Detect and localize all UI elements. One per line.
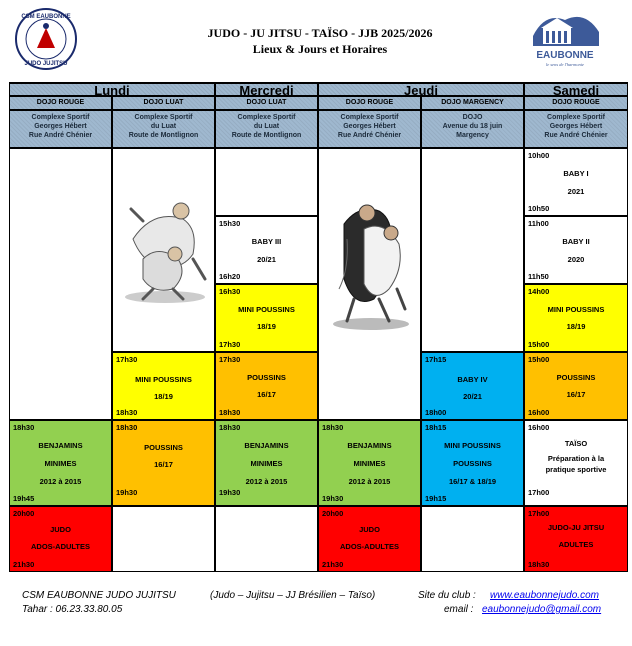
slot-label: 16/17 & 18/19 — [448, 477, 497, 486]
slot-end: 18h30 — [219, 408, 241, 417]
slot-label: 20/21 — [257, 255, 276, 264]
address-line: du Luat — [150, 123, 177, 130]
slot-label: MINIMES — [353, 459, 386, 468]
slot-label: 16/17 — [154, 460, 173, 469]
slot-label: BABY II — [562, 237, 590, 246]
club-logo — [15, 8, 77, 70]
slot-start: 17h00 — [528, 509, 550, 518]
site-link[interactable]: www.eaubonnejudo.com — [490, 590, 599, 601]
slot-start: 17h15 — [425, 355, 447, 364]
slot-start: 18h30 — [322, 423, 344, 432]
day-header-lundi: Lundi — [9, 82, 215, 96]
slot-label: BENJAMINS — [244, 441, 289, 450]
slot-start: 15h00 — [528, 355, 550, 364]
slot-benjamins-minimes — [215, 420, 318, 506]
slot-end: 16h00 — [528, 408, 550, 417]
slot-start: 18h15 — [425, 423, 447, 432]
slot-label: POUSSINS — [453, 459, 492, 468]
slot-label: ADOS-ADULTES — [339, 542, 400, 551]
slot-start: 18h30 — [116, 423, 138, 432]
club-disciplines: (Judo – Jujitsu – JJ Brésilien – Taïso) — [210, 590, 376, 601]
slot-poussins — [524, 352, 628, 420]
slot-label: MINIMES — [44, 459, 77, 468]
slot-label: 18/19 — [154, 392, 173, 401]
page-subtitle: Lieux & Jours et Horaires — [252, 42, 388, 56]
slot-end: 19h30 — [219, 488, 241, 497]
slot-mini-poussins — [524, 284, 628, 352]
address-line: Georges Hébert — [549, 123, 603, 130]
slot-label: JUDO — [50, 525, 71, 534]
slot-end: 19h30 — [116, 488, 138, 497]
address-line: Route de Montlignon — [128, 132, 199, 139]
slot-mini-poussins — [112, 352, 215, 420]
slot-label: MINI POUSSINS — [238, 305, 295, 314]
contact-phone: Tahar : 06.23.33.80.05 — [22, 604, 123, 615]
club-name: CSM EAUBONNE JUDO JUJITSU — [22, 590, 176, 601]
slot-end: 17h00 — [528, 488, 550, 497]
email-label: email : — [444, 604, 474, 615]
slot-label: BENJAMINS — [38, 441, 83, 450]
slot-label: MINI POUSSINS — [444, 441, 501, 450]
slot-baby-4 — [421, 352, 524, 420]
slot-mini-poussins — [215, 284, 318, 352]
slot-label: 20/21 — [463, 392, 482, 401]
slot-start: 20h00 — [322, 509, 344, 518]
slot-label: ADULTES — [558, 540, 594, 549]
judo-grapple-illustration — [319, 149, 420, 419]
slot-start: 18h30 — [13, 423, 35, 432]
dojo-label: DOJO ROUGE — [524, 96, 628, 110]
slot-start: 10h00 — [528, 151, 550, 160]
slot-judo-jujitsu-adultes — [524, 506, 628, 572]
slot-end: 11h50 — [528, 272, 549, 281]
slot-end: 19h15 — [425, 494, 447, 503]
slot-label: MINIMES — [250, 459, 283, 468]
slot-label: TAÏSO — [564, 439, 588, 448]
slot-label: BENJAMINS — [347, 441, 392, 450]
address-line: Avenue du 18 juin — [442, 123, 503, 130]
slot-label: 2012 à 2015 — [245, 477, 288, 486]
address-line: Complexe Sportif — [547, 114, 605, 121]
slot-label: 2012 à 2015 — [348, 477, 391, 486]
slot-end: 18h30 — [116, 408, 138, 417]
judo-throw-illustration — [113, 149, 214, 351]
city-logo-name: EAUBONNE — [536, 50, 594, 61]
slot-baby-1 — [524, 148, 628, 216]
slot-label: MINI POUSSINS — [547, 305, 605, 314]
slot-label: 18/19 — [566, 322, 586, 331]
slot-end: 18h00 — [425, 408, 447, 417]
slot-start: 17h30 — [219, 355, 241, 364]
dojo-label: DOJO ROUGE — [318, 96, 421, 110]
empty-cell — [421, 148, 524, 352]
slot-baby-3 — [215, 216, 318, 284]
address-line: du Luat — [253, 123, 280, 130]
slot-end: 16h20 — [219, 272, 241, 281]
address-line: Rue André Chénier — [544, 132, 608, 139]
address-cell — [421, 110, 524, 148]
address-line: Georges Hébert — [34, 123, 87, 130]
slot-label: 16/17 — [257, 390, 276, 399]
slot-end: 15h00 — [528, 340, 550, 349]
empty-cell — [112, 506, 215, 572]
page-title: JUDO - JU JITSU - TAÏSO - JJB 2025/2026 — [207, 26, 433, 40]
slot-baby-2 — [524, 216, 628, 284]
slot-label: MINI POUSSINS — [135, 375, 192, 384]
slot-label: JUDO-JU JITSU — [547, 523, 605, 532]
address-line: Complexe Sportif — [31, 114, 90, 121]
slot-start: 20h00 — [13, 509, 35, 518]
address-line: Route de Montlignon — [231, 132, 302, 139]
slot-start: 11h00 — [528, 219, 549, 228]
dojo-label: DOJO MARGENCY — [421, 96, 524, 110]
day-header-jeudi: Jeudi — [318, 82, 524, 96]
address-line: DOJO — [462, 114, 483, 121]
slot-label: Préparation à la — [547, 454, 605, 463]
slot-label: ADOS-ADULTES — [30, 542, 91, 551]
illustration-cell — [112, 148, 215, 352]
email-link[interactable]: eaubonnejudo@gmail.com — [482, 604, 602, 615]
slot-end: 18h30 — [528, 560, 550, 569]
slot-poussins — [215, 352, 318, 420]
slot-benjamins-minimes — [318, 420, 421, 506]
slot-start: 16h30 — [219, 287, 241, 296]
slot-label: BABY IV — [457, 375, 488, 384]
page-header — [0, 0, 632, 80]
address-cell — [215, 110, 318, 148]
empty-cell — [9, 148, 112, 420]
address-cell — [524, 110, 628, 148]
slot-end: 19h30 — [322, 494, 344, 503]
address-cell — [112, 110, 215, 148]
slot-start: 18h30 — [219, 423, 241, 432]
club-logo-bottom-text: JUDO JUJITSU — [24, 61, 68, 67]
slot-poussins — [112, 420, 215, 506]
slot-judo-ados-adultes — [9, 506, 112, 572]
address-line: Rue André Chénier — [337, 132, 402, 139]
dojo-label: DOJO ROUGE — [9, 96, 112, 110]
slot-taiso — [524, 420, 628, 506]
dojo-label: DOJO LUAT — [112, 96, 215, 110]
slot-end: 21h30 — [322, 560, 344, 569]
slot-end: 19h45 — [13, 494, 35, 503]
slot-end: 10h50 — [528, 204, 550, 213]
city-logo — [525, 6, 605, 68]
slot-start: 16h00 — [528, 423, 550, 432]
address-line: Margency — [456, 132, 489, 139]
club-logo-top-text: CSM EAUBONNE — [21, 14, 71, 20]
slot-label: 2021 — [567, 187, 585, 196]
address-line: Complexe Sportif — [237, 114, 296, 121]
day-header-samedi: Samedi — [524, 82, 628, 96]
slot-label: BABY I — [563, 169, 589, 178]
empty-cell — [215, 148, 318, 216]
empty-cell — [215, 506, 318, 572]
slot-label: POUSSINS — [144, 443, 183, 452]
slot-start: 17h30 — [116, 355, 138, 364]
address-line: Rue André Chénier — [28, 132, 93, 139]
slot-label: pratique sportive — [545, 465, 607, 474]
slot-start: 14h00 — [528, 287, 550, 296]
site-label: Site du club : — [418, 590, 476, 601]
schedule-table — [9, 82, 628, 572]
slot-label: BABY III — [251, 237, 282, 246]
slot-label: POUSSINS — [556, 373, 596, 382]
address-cell — [9, 110, 112, 148]
slot-end: 17h30 — [219, 340, 241, 349]
slot-label: 2020 — [567, 255, 585, 264]
slot-judo-ados-adultes — [318, 506, 421, 572]
address-cell — [318, 110, 421, 148]
address-line: Georges Hébert — [343, 123, 396, 130]
slot-label: JUDO — [359, 525, 380, 534]
slot-mini-poussins-poussins — [421, 420, 524, 506]
slot-label: 18/19 — [257, 322, 276, 331]
dojo-label: DOJO LUAT — [215, 96, 318, 110]
empty-cell — [421, 506, 524, 572]
slot-label: POUSSINS — [247, 373, 286, 382]
address-line: Complexe Sportif — [134, 114, 193, 121]
address-line: Complexe Sportif — [340, 114, 399, 121]
slot-start: 15h30 — [219, 219, 241, 228]
slot-label: 2012 à 2015 — [39, 477, 82, 486]
slot-benjamins-minimes — [9, 420, 112, 506]
slot-end: 21h30 — [13, 560, 35, 569]
day-header-mercredi: Mercredi — [215, 82, 318, 96]
illustration-cell — [318, 148, 421, 420]
slot-label: 16/17 — [566, 390, 586, 399]
city-logo-tagline: le sens de l'harmonie — [545, 62, 585, 67]
